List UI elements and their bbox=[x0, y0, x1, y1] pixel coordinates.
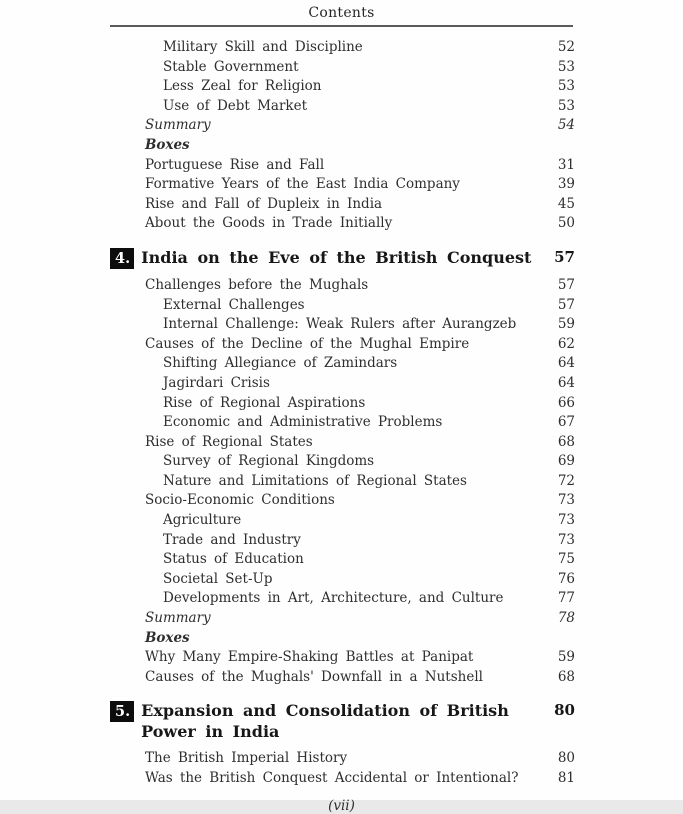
entry-page-number: 64 bbox=[557, 374, 575, 391]
entry-label: Challenges before the Mughals bbox=[145, 276, 369, 293]
toc-chapter-entry bbox=[110, 247, 575, 269]
toc-entry bbox=[110, 413, 575, 433]
entry-page-number: 73 bbox=[557, 492, 575, 509]
entry-label: Less Zeal for Religion bbox=[163, 78, 322, 95]
entry-page-number: 76 bbox=[557, 570, 575, 587]
toc-chapter-entry bbox=[110, 700, 575, 742]
entry-page-number: 68 bbox=[557, 668, 575, 685]
entry-label: Use of Debt Market bbox=[163, 97, 308, 114]
entry-label: Societal Set-Up bbox=[163, 570, 273, 587]
toc-entry bbox=[110, 156, 575, 176]
entry-label: Summary bbox=[145, 117, 211, 134]
entry-label: Nature and Limitations of Regional States bbox=[163, 472, 467, 489]
entry-label: Why Many Empire-Shaking Battles at Panipat bbox=[145, 649, 474, 666]
entry-label: Rise of Regional States bbox=[145, 433, 313, 450]
entry-label: Boxes bbox=[145, 136, 190, 153]
toc-entry bbox=[110, 335, 575, 355]
toc-entry bbox=[110, 452, 575, 472]
chapter-title: India on the Eve of the British Conquest bbox=[141, 247, 532, 267]
entry-label: Survey of Regional Kingdoms bbox=[163, 453, 375, 470]
entry-label: Jagirdari Crisis bbox=[163, 374, 270, 391]
toc-entry bbox=[110, 491, 575, 511]
entry-page-number: 80 bbox=[557, 750, 575, 767]
entry-label: About the Goods in Trade Initially bbox=[145, 215, 393, 232]
toc-entry bbox=[110, 136, 575, 156]
entry-page-number: 53 bbox=[557, 58, 575, 75]
entry-label: Formative Years of the East India Company bbox=[145, 176, 460, 193]
toc-entry bbox=[110, 38, 575, 58]
toc-entry bbox=[110, 374, 575, 394]
entry-label: Economic and Administrative Problems bbox=[163, 414, 443, 431]
toc-entry bbox=[110, 589, 575, 609]
toc-entry bbox=[110, 354, 575, 374]
chapter-number-badge: 4. bbox=[110, 248, 134, 269]
entry-label: External Challenges bbox=[163, 296, 305, 313]
toc-entry bbox=[110, 175, 575, 195]
entry-page-number: 73 bbox=[557, 512, 575, 529]
entry-label: Causes of the Mughals' Downfall in a Nutshell bbox=[145, 668, 483, 685]
entry-label: Boxes bbox=[145, 629, 190, 646]
entry-label: Causes of the Decline of the Mughal Empire bbox=[145, 335, 470, 352]
entry-page-number: 57 bbox=[557, 296, 575, 313]
entry-page-number: 72 bbox=[557, 472, 575, 489]
entry-label: Rise and Fall of Dupleix in India bbox=[145, 195, 383, 212]
toc-entry bbox=[110, 511, 575, 531]
toc-entry bbox=[110, 609, 575, 629]
toc-entry bbox=[110, 116, 575, 136]
chapter-page-number: 80 bbox=[554, 701, 575, 720]
entry-label: Socio-Economic Conditions bbox=[145, 492, 335, 509]
toc-entry bbox=[110, 315, 575, 335]
entry-page-number: 45 bbox=[557, 195, 575, 212]
entry-page-number: 77 bbox=[557, 590, 575, 607]
page-footer-folio: (vii) bbox=[328, 797, 355, 814]
entry-page-number: 66 bbox=[557, 394, 575, 411]
toc-entry bbox=[110, 97, 575, 117]
toc-entry bbox=[110, 668, 575, 688]
entry-page-number: 53 bbox=[557, 97, 575, 114]
entry-page-number: 62 bbox=[557, 335, 575, 352]
entry-page-number: 69 bbox=[557, 453, 575, 470]
entry-label: Military Skill and Discipline bbox=[163, 39, 363, 55]
entry-page-number: 81 bbox=[557, 770, 575, 786]
toc-entry bbox=[110, 433, 575, 453]
entry-page-number: 59 bbox=[557, 316, 575, 333]
toc-entry bbox=[110, 58, 575, 78]
toc-entry bbox=[110, 214, 575, 234]
entry-page-number: 68 bbox=[557, 433, 575, 450]
entry-label: Internal Challenge: Weak Rulers after Aurangzeb bbox=[163, 316, 517, 333]
toc-entry bbox=[110, 195, 575, 215]
entry-page-number: 78 bbox=[557, 610, 575, 627]
entry-label: Agriculture bbox=[163, 512, 242, 529]
toc-entry bbox=[110, 77, 575, 97]
chapter-number-badge: 5. bbox=[110, 701, 134, 722]
toc-entry bbox=[110, 550, 575, 570]
toc-entry bbox=[110, 769, 575, 789]
entry-label: Trade and Industry bbox=[163, 531, 301, 548]
entry-label: Summary bbox=[145, 610, 211, 627]
toc-entry bbox=[110, 570, 575, 590]
entry-label: Stable Government bbox=[163, 58, 299, 75]
toc-entry bbox=[110, 276, 575, 296]
toc-entry bbox=[110, 629, 575, 649]
toc-entry bbox=[110, 472, 575, 492]
toc-entry bbox=[110, 296, 575, 316]
entry-label: Was the British Conquest Accidental or Intentional? bbox=[145, 770, 519, 786]
entry-page-number: 64 bbox=[557, 355, 575, 372]
entry-label: Rise of Regional Aspirations bbox=[163, 394, 366, 411]
entry-page-number: 31 bbox=[557, 156, 575, 173]
entry-label: Portuguese Rise and Fall bbox=[145, 156, 325, 173]
page-header-title: Contents bbox=[308, 5, 375, 21]
entry-page-number: 52 bbox=[557, 39, 575, 55]
entry-label: Developments in Art, Architecture, and Culture bbox=[163, 590, 504, 607]
toc-entry bbox=[110, 394, 575, 414]
chapter-title: Expansion and Consolidation of British Power in India bbox=[141, 701, 509, 742]
toc-entry bbox=[110, 648, 575, 668]
entry-page-number: 67 bbox=[557, 414, 575, 431]
entry-page-number: 73 bbox=[557, 531, 575, 548]
entry-page-number: 75 bbox=[557, 551, 575, 568]
toc-entry bbox=[110, 749, 575, 769]
toc-entry bbox=[110, 531, 575, 551]
entry-page-number: 50 bbox=[557, 215, 575, 232]
entry-page-number: 53 bbox=[557, 78, 575, 95]
entry-label: The British Imperial History bbox=[145, 750, 348, 767]
entry-page-number: 39 bbox=[557, 176, 575, 193]
entry-page-number: 57 bbox=[557, 276, 575, 293]
toc-list bbox=[110, 38, 575, 789]
entry-page-number: 59 bbox=[557, 649, 575, 666]
entry-page-number: 54 bbox=[557, 117, 575, 134]
entry-label: Shifting Allegiance of Zamindars bbox=[163, 355, 398, 372]
chapter-page-number: 57 bbox=[554, 247, 575, 266]
header-rule bbox=[110, 25, 573, 27]
entry-label: Status of Education bbox=[163, 551, 304, 568]
